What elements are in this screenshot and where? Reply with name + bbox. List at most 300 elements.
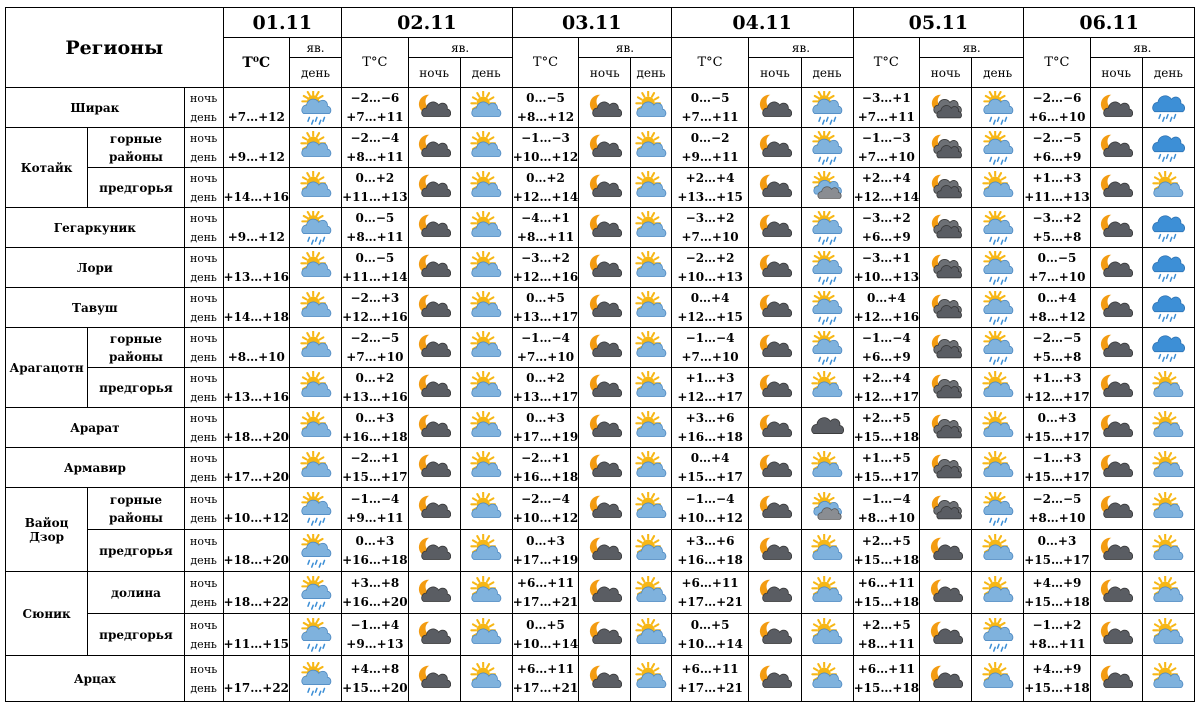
moon-cloud-icon [749,168,801,208]
subregion-name: горные районы [88,128,185,168]
table-row [6,248,1195,288]
table-row [6,530,1195,572]
moon-cloud-icon [1090,572,1142,614]
moon-cloud-icon [749,208,801,248]
moon-cloud-icon [1090,488,1142,530]
temp-cell: 0…+3 +16…+18 [342,408,409,448]
sun-cloud-icon [460,656,512,702]
sun-cloud-icon [290,248,342,288]
moon-cloud-icon [579,530,631,572]
table-row [6,88,1195,128]
cloud-rain-icon [1142,128,1194,168]
region-name: Тавуш [6,288,185,328]
sun-cloud-rain-icon [972,614,1024,656]
region-name: Арарат [6,408,185,448]
temp-cell: +8…+10 [223,328,290,368]
temp-cell: +6…+11 +17…+21 [512,656,579,702]
phen-header: яв. [1090,38,1194,58]
phen-header: яв. [749,38,853,58]
date-header: 05.11 [853,8,1024,38]
temp-cell: −2…−5 +8…+10 [1024,488,1091,530]
sun-cloud-rain-icon [290,614,342,656]
temp-cell: +6…+11 +17…+21 [671,656,749,702]
temp-cell: 0…+4 +8…+12 [1024,288,1091,328]
moon-clouds-icon [920,168,972,208]
sun-clouds-icon [801,168,853,208]
moon-cloud-icon [408,368,460,408]
moon-clouds-icon [920,488,972,530]
sun-cloud-icon [631,328,671,368]
moon-cloud-icon [408,328,460,368]
region-name: Гегаркуник [6,208,185,248]
temp-cell: +6…+11 +15…+18 [853,572,920,614]
temp-cell: −2…−6 +7…+11 [342,88,409,128]
moon-cloud-icon [749,128,801,168]
sun-cloud-icon [460,168,512,208]
moon-cloud-icon [1090,408,1142,448]
sun-cloud-icon [290,168,342,208]
moon-clouds-icon [920,368,972,408]
temp-cell: 0…+2 +13…+16 [342,368,409,408]
subregion-name: долина [88,572,185,614]
phen-header: яв. [290,38,342,58]
moon-cloud-icon [408,88,460,128]
moon-cloud-icon [749,368,801,408]
temp-cell: +1…+3 +12…+17 [1024,368,1091,408]
temp-cell: −2…+1 +15…+17 [342,448,409,488]
sun-cloud-icon [631,408,671,448]
period-labels: ночь день [184,248,223,288]
temp-cell: −3…+1 +7…+11 [853,88,920,128]
sun-cloud-icon [631,572,671,614]
night-header: ночь [920,58,972,88]
temp-cell: −3…+2 +5…+8 [1024,208,1091,248]
moon-cloud-icon [920,656,972,702]
period-labels: ночь день [184,408,223,448]
temp-cell: −1…+3 +15…+17 [1024,448,1091,488]
sun-cloud-icon [631,448,671,488]
temp-cell: −2…−5 +7…+10 [342,328,409,368]
table-row [6,572,1195,614]
temp-cell: 0…+2 +13…+17 [512,368,579,408]
sun-cloud-icon [460,368,512,408]
day-header: день [1142,58,1194,88]
moon-cloud-icon [1090,530,1142,572]
sun-cloud-rain-icon [290,572,342,614]
night-header: ночь [1090,58,1142,88]
regions-header: Регионы [6,8,224,88]
temp-cell: +2…+4 +12…+14 [853,168,920,208]
temp-cell: −1…−4 +7…+10 [671,328,749,368]
sun-cloud-icon [972,408,1024,448]
temp-cell: +2…+5 +8…+11 [853,614,920,656]
day-header: день [801,58,853,88]
sun-cloud-icon [460,128,512,168]
table-row [6,208,1195,248]
sun-cloud-icon [460,572,512,614]
region-name: Котайк [6,128,88,208]
sun-cloud-icon [972,530,1024,572]
sun-cloud-icon [972,168,1024,208]
period-labels: ночь день [184,488,223,530]
sun-cloud-rain-icon [972,208,1024,248]
moon-cloud-icon [408,448,460,488]
moon-cloud-icon [1090,614,1142,656]
sun-cloud-rain-icon [972,488,1024,530]
moon-cloud-icon [749,88,801,128]
temp-cell: 0…+2 +12…+14 [512,168,579,208]
sun-cloud-icon [1142,168,1194,208]
region-name: Вайоц Дзор [6,488,88,572]
sun-cloud-icon [1142,448,1194,488]
moon-cloud-icon [408,248,460,288]
temp-cell: +14…+16 [223,168,290,208]
sun-cloud-icon [631,288,671,328]
region-name: Арагацотн [6,328,88,408]
temp-cell: 0…−2 +9…+11 [671,128,749,168]
sun-cloud-icon [290,328,342,368]
moon-cloud-icon [920,530,972,572]
temp-cell: −1…+4 +9…+13 [342,614,409,656]
sun-cloud-icon [972,572,1024,614]
sun-cloud-icon [1142,488,1194,530]
temp-cell: 0…+3 +17…+19 [512,530,579,572]
temp-cell: −2…+3 +12…+16 [342,288,409,328]
moon-cloud-icon [579,208,631,248]
forecast-table [5,7,1195,702]
sun-cloud-rain-icon [972,248,1024,288]
temp-cell: −3…+2 +6…+9 [853,208,920,248]
temp-cell: +11…+15 [223,614,290,656]
night-header: ночь [579,58,631,88]
temp-cell: 0…−5 +8…+11 [342,208,409,248]
cloud-icon [801,408,853,448]
moon-cloud-icon [408,488,460,530]
period-labels: ночь день [184,572,223,614]
temp-cell: 0…+3 +15…+17 [1024,530,1091,572]
temp-header: T°C [853,38,920,88]
temp-cell: +13…+16 [223,368,290,408]
moon-cloud-icon [920,572,972,614]
moon-cloud-icon [749,408,801,448]
moon-cloud-icon [408,408,460,448]
temp-cell: +9…+12 [223,128,290,168]
temp-cell: −2…−4 +8…+11 [342,128,409,168]
temp-cell: 0…−5 +8…+12 [512,88,579,128]
subregion-name: предгорья [88,368,185,408]
temp-cell: 0…+3 +15…+17 [1024,408,1091,448]
day-header: день [631,58,671,88]
moon-cloud-icon [579,448,631,488]
sun-cloud-icon [972,368,1024,408]
temp-cell: −1…−3 +10…+12 [512,128,579,168]
subregion-name: горные районы [88,328,185,368]
region-name: Сюник [6,572,88,656]
sun-cloud-icon [290,408,342,448]
period-labels: ночь день [184,168,223,208]
temp-cell: +4…+9 +15…+18 [1024,572,1091,614]
moon-cloud-icon [579,168,631,208]
sun-cloud-icon [631,530,671,572]
temp-cell: +10…+12 [223,488,290,530]
date-header: 06.11 [1024,8,1195,38]
date-header: 02.11 [342,8,513,38]
sun-cloud-rain-icon [801,208,853,248]
sun-cloud-icon [1142,656,1194,702]
period-labels: ночь день [184,88,223,128]
night-header: ночь [408,58,460,88]
moon-cloud-icon [408,530,460,572]
moon-cloud-icon [1090,368,1142,408]
sun-cloud-icon [460,614,512,656]
sun-cloud-icon [1142,614,1194,656]
moon-cloud-icon [579,328,631,368]
date-header: 01.11 [223,8,342,38]
sun-cloud-icon [460,488,512,530]
sun-cloud-rain-icon [290,208,342,248]
moon-cloud-icon [408,128,460,168]
sun-cloud-rain-icon [972,88,1024,128]
moon-cloud-icon [579,408,631,448]
temp-cell: −2…−5 +6…+9 [1024,128,1091,168]
moon-cloud-icon [579,128,631,168]
sun-cloud-icon [290,368,342,408]
moon-clouds-icon [920,128,972,168]
temp-cell: −3…+2 +7…+10 [671,208,749,248]
sun-cloud-icon [460,408,512,448]
region-name: Армавир [6,448,185,488]
sun-cloud-icon [631,488,671,530]
temp-cell: −1…−4 +9…+11 [342,488,409,530]
region-name: Ширак [6,88,185,128]
moon-cloud-icon [1090,288,1142,328]
moon-cloud-icon [1090,248,1142,288]
sun-cloud-rain-icon [290,88,342,128]
temp-cell: +2…+5 +15…+18 [853,408,920,448]
sun-cloud-icon [1142,572,1194,614]
sun-cloud-icon [631,656,671,702]
moon-cloud-icon [1090,128,1142,168]
sun-cloud-rain-icon [290,656,342,702]
temp-cell: 0…+5 +10…+14 [512,614,579,656]
sun-cloud-icon [801,448,853,488]
sun-cloud-icon [460,288,512,328]
temp-cell: −2…+1 +16…+18 [512,448,579,488]
temp-cell: +4…+9 +15…+18 [1024,656,1091,702]
phen-header: яв. [579,38,671,58]
moon-cloud-icon [749,288,801,328]
temp-cell: +2…+4 +13…+15 [671,168,749,208]
table-row [6,408,1195,448]
temp-cell: +18…+22 [223,572,290,614]
table-row [6,614,1195,656]
temp-cell: +18…+20 [223,408,290,448]
period-labels: ночь день [184,656,223,702]
phen-header: яв. [920,38,1024,58]
temp-cell: +9…+12 [223,208,290,248]
temp-header: T°C [342,38,409,88]
temp-cell: −3…+1 +10…+13 [853,248,920,288]
period-labels: ночь день [184,128,223,168]
sun-cloud-icon [460,448,512,488]
moon-cloud-icon [1090,328,1142,368]
moon-cloud-icon [408,208,460,248]
phen-header: яв. [408,38,512,58]
temp-cell: +18…+20 [223,530,290,572]
temp-cell: 0…−5 +11…+14 [342,248,409,288]
sun-cloud-icon [631,368,671,408]
temp-cell: +2…+4 +12…+17 [853,368,920,408]
temp-cell: 0…+2 +11…+13 [342,168,409,208]
temp-cell: +6…+11 +15…+18 [853,656,920,702]
period-labels: ночь день [184,614,223,656]
table-row [6,448,1195,488]
temp-cell: 0…+5 +13…+17 [512,288,579,328]
sun-cloud-rain-icon [290,488,342,530]
moon-cloud-icon [579,572,631,614]
sun-cloud-rain-icon [801,128,853,168]
moon-clouds-icon [920,88,972,128]
period-labels: ночь день [184,208,223,248]
temp-cell: +6…+11 +17…+21 [671,572,749,614]
header-dates-row [6,8,1195,38]
moon-cloud-icon [579,488,631,530]
temp-cell: +2…+5 +15…+18 [853,530,920,572]
temp-cell: 0…+4 +12…+16 [853,288,920,328]
temp-cell: +3…+6 +16…+18 [671,408,749,448]
temp-cell: +14…+18 [223,288,290,328]
temp-cell: −2…+2 +10…+13 [671,248,749,288]
moon-cloud-icon [749,328,801,368]
cloud-rain-icon [1142,288,1194,328]
temp-cell: +1…+3 +12…+17 [671,368,749,408]
cloud-rain-icon [1142,328,1194,368]
temp-header: T°C [671,38,749,88]
sun-cloud-rain-icon [972,328,1024,368]
moon-clouds-icon [920,288,972,328]
temp-cell: −2…−4 +10…+12 [512,488,579,530]
moon-cloud-icon [1090,208,1142,248]
day-header: день [972,58,1024,88]
table-row [6,656,1195,702]
period-labels: ночь день [184,448,223,488]
table-row [6,128,1195,168]
sun-cloud-rain-icon [801,288,853,328]
region-name: Арцах [6,656,185,702]
sun-cloud-icon [801,614,853,656]
moon-cloud-icon [579,368,631,408]
night-header: ночь [749,58,801,88]
temp-cell: 0…+3 +17…+19 [512,408,579,448]
moon-cloud-icon [408,656,460,702]
sun-cloud-icon [460,208,512,248]
sun-cloud-icon [290,448,342,488]
sun-cloud-rain-icon [972,288,1024,328]
temp-cell: +17…+20 [223,448,290,488]
temp-cell: 0…−5 +7…+11 [671,88,749,128]
sun-cloud-rain-icon [801,248,853,288]
temp-cell: −2…−5 +5…+8 [1024,328,1091,368]
temp-cell: −2…−6 +6…+10 [1024,88,1091,128]
cloud-rain-icon [1142,88,1194,128]
sun-cloud-icon [460,248,512,288]
moon-cloud-icon [749,572,801,614]
moon-cloud-icon [1090,168,1142,208]
period-labels: ночь день [184,530,223,572]
temp-cell: 0…+4 +15…+17 [671,448,749,488]
date-header: 04.11 [671,8,853,38]
sun-cloud-icon [290,128,342,168]
moon-cloud-icon [408,168,460,208]
table-row [6,368,1195,408]
sun-cloud-icon [1142,408,1194,448]
moon-cloud-icon [749,448,801,488]
temp-cell: −1…−4 +7…+10 [512,328,579,368]
sun-cloud-icon [801,656,853,702]
sun-cloud-icon [631,128,671,168]
table-row [6,328,1195,368]
moon-cloud-icon [579,288,631,328]
moon-cloud-icon [408,288,460,328]
sun-cloud-icon [631,208,671,248]
moon-cloud-icon [749,248,801,288]
temp-cell: 0…−5 +7…+10 [1024,248,1091,288]
moon-clouds-icon [920,248,972,288]
sun-cloud-rain-icon [801,88,853,128]
moon-clouds-icon [920,448,972,488]
moon-cloud-icon [1090,88,1142,128]
moon-cloud-icon [920,614,972,656]
temp-cell: +6…+11 +17…+21 [512,572,579,614]
sun-cloud-icon [972,656,1024,702]
period-labels: ночь день [184,288,223,328]
sun-cloud-icon [1142,530,1194,572]
moon-cloud-icon [579,614,631,656]
temp-header: T°C [512,38,579,88]
table-row [6,488,1195,530]
subregion-name: предгорья [88,168,185,208]
date-header: 03.11 [512,8,671,38]
region-name: Лори [6,248,185,288]
moon-cloud-icon [1090,448,1142,488]
moon-clouds-icon [920,328,972,368]
subregion-name: предгорья [88,530,185,572]
sun-cloud-icon [1142,368,1194,408]
temp-cell: 0…+5 +10…+14 [671,614,749,656]
moon-cloud-icon [1090,656,1142,702]
sun-cloud-icon [972,448,1024,488]
table-row [6,288,1195,328]
temp-cell: 0…+4 +12…+15 [671,288,749,328]
sun-cloud-icon [631,614,671,656]
temp-cell: +13…+16 [223,248,290,288]
period-labels: ночь день [184,328,223,368]
temp-cell: +3…+8 +16…+20 [342,572,409,614]
temp-cell: −1…−4 +10…+12 [671,488,749,530]
temp-cell: +3…+6 +16…+18 [671,530,749,572]
temp-cell: −1…−4 +6…+9 [853,328,920,368]
moon-clouds-icon [920,208,972,248]
sun-cloud-icon [460,530,512,572]
temp-header: T°C [1024,38,1091,88]
temp-cell: +1…+5 +15…+17 [853,448,920,488]
cloud-rain-icon [1142,208,1194,248]
moon-cloud-icon [749,530,801,572]
moon-cloud-icon [749,656,801,702]
sun-cloud-icon [460,88,512,128]
temp-cell: +17…+22 [223,656,290,702]
sun-cloud-icon [801,368,853,408]
